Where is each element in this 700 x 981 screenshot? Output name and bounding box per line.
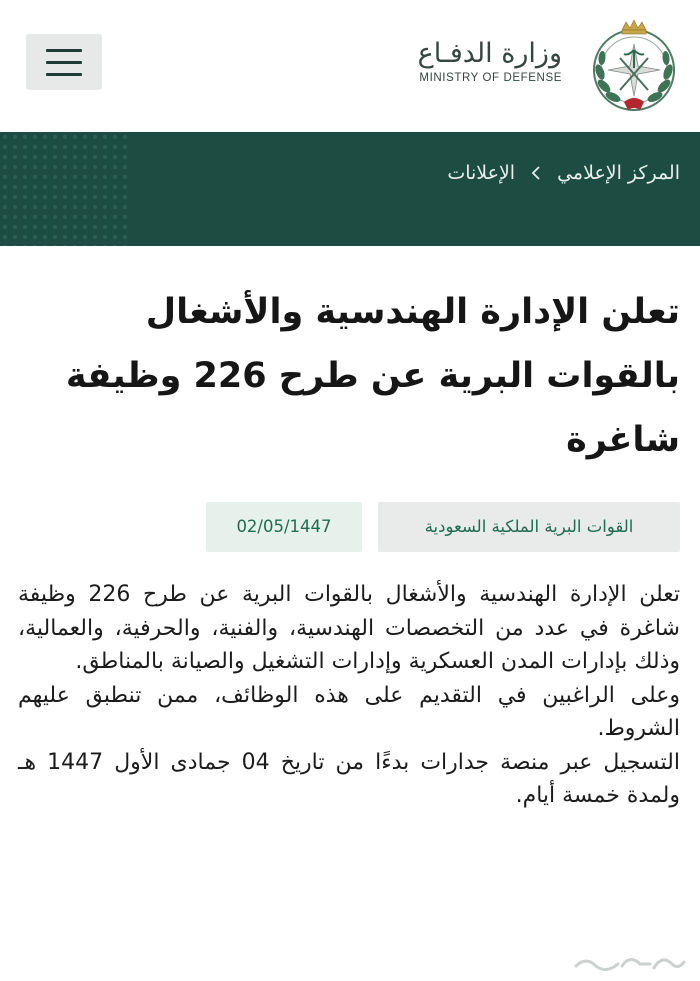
haraj-watermark-icon <box>570 948 688 976</box>
article-paragraph: التسجيل عبر منصة جدارات بدءًا من تاريخ 04 جمادى الأول 1447 هـ ولمدة خمسة أيام. <box>18 749 680 808</box>
breadcrumb-media-center[interactable]: المركز الإعلامي <box>557 162 680 184</box>
logo-arabic-text: وزارة الدفـاع <box>417 38 562 69</box>
article-body <box>18 578 680 813</box>
chevron-left-icon <box>529 164 543 182</box>
breadcrumb-announcements[interactable]: الإعلانات <box>447 162 516 184</box>
site-header <box>0 0 700 132</box>
article-paragraph: تعلن الإدارة الهندسية والأشغال بالقوات البرية عن طرح 226 وظيفة شاغرة في عدد من التخصصات الهندسية، والفنية، والحرفية، والعمالية، وذلك بإدارات المدن العسكرية وإدارات التشغيل والصيانة بالمناطق. <box>18 582 680 674</box>
publish-date: 02/05/1447 <box>206 502 362 552</box>
category-tag[interactable]: القوات البرية الملكية السعودية <box>378 502 680 552</box>
article-paragraph: وعلى الراغبين في التقديم على هذه الوظائف، ممن تنطبق عليهم الشروط. <box>18 682 680 741</box>
article-title: تعلن الإدارة الهندسية والأشغال بالقوات البرية عن طرح 226 وظيفة شاغرة <box>65 292 680 460</box>
menu-button[interactable] <box>26 34 102 90</box>
breadcrumb <box>447 162 680 184</box>
logo-english-text: MINISTRY OF DEFENSE <box>419 72 562 84</box>
ministry-emblem-icon <box>582 14 686 118</box>
page-banner <box>0 132 700 246</box>
dot-pattern-decoration <box>0 132 130 246</box>
article-meta <box>206 502 680 552</box>
ministry-logo[interactable] <box>396 14 686 114</box>
